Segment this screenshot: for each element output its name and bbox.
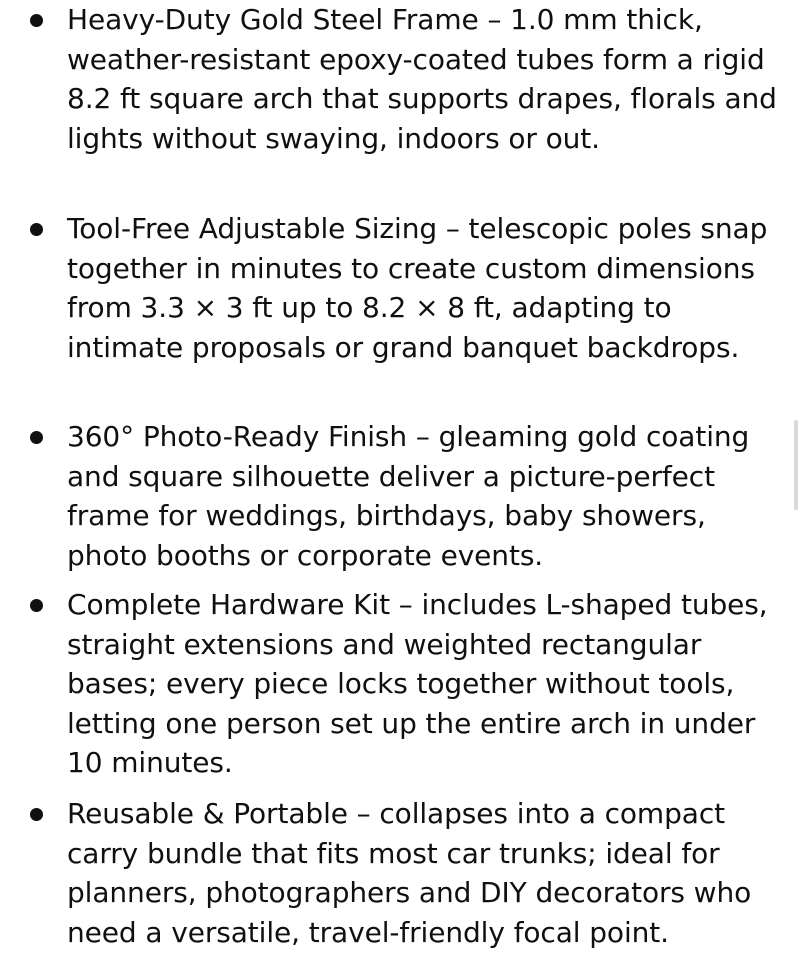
feature-bullet-text: Heavy-Duty Gold Steel Frame – 1.0 mm thick, weather-resistant epoxy-coated tubes form a rigid 8.2 ft square arch that supports drapes, florals and lights without swaying, indoors or out.	[0, 0, 800, 158]
feature-bullet-2	[0, 209, 800, 367]
scrollbar-thumb[interactable]	[794, 420, 798, 510]
feature-bullet-3	[0, 417, 800, 575]
feature-bullet-4	[0, 585, 800, 783]
feature-bullet-text: 360° Photo-Ready Finish – gleaming gold coating and square silhouette deliver a picture-perfect frame for weddings, birthdays, baby showers, photo booths or corporate events.	[0, 417, 800, 575]
feature-bullet-5	[0, 794, 800, 952]
feature-bullet-text: Reusable & Portable – collapses into a compact carry bundle that fits most car trunks; ideal for planners, photographers and DIY decorators who need a versatile, travel-friendly focal point.	[0, 794, 800, 952]
feature-bullet-1	[0, 0, 800, 158]
feature-bullet-text: Tool-Free Adjustable Sizing – telescopic poles snap together in minutes to create custom dimensions from 3.3 × 3 ft up to 8.2 × 8 ft, adapting to intimate proposals or grand banquet backdrops.	[0, 209, 800, 367]
feature-bullet-text: Complete Hardware Kit – includes L-shaped tubes, straight extensions and weighted rectangular bases; every piece locks together without tools, letting one person set up the entire arch in under 10 minutes.	[0, 585, 800, 783]
